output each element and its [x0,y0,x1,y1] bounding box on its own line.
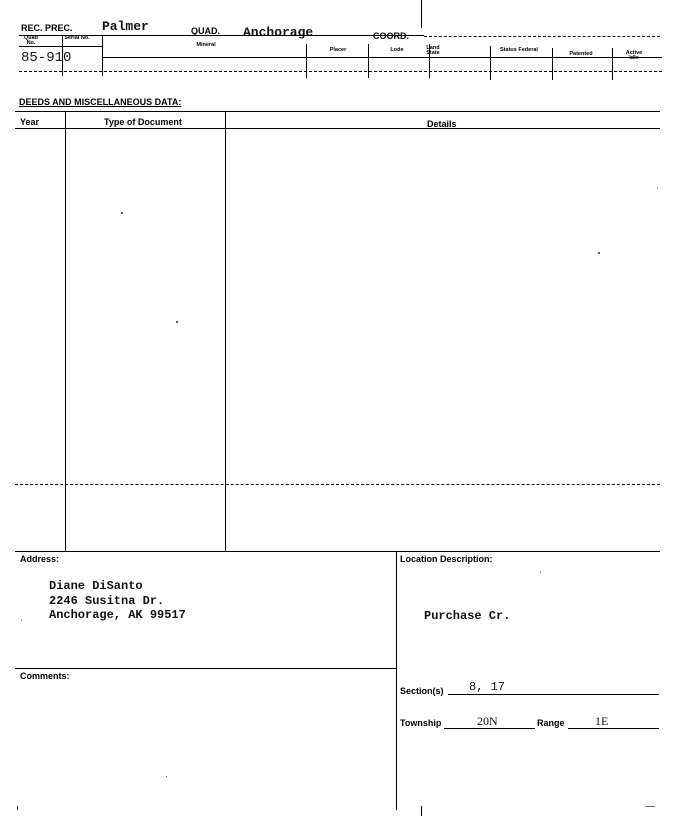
rec-prec-label: REC. PREC. [21,23,73,33]
col-land-state: Land State [426,45,440,56]
hdr-div-8 [612,48,613,80]
hdr-div-3 [306,44,307,78]
bottom-edge-mark [421,806,422,816]
col-serial-no: Serial No. [64,35,90,41]
township-label: Township [400,718,442,728]
header-mid-line [19,46,102,47]
scan-dot [121,212,123,214]
bottom-center-divider [396,551,397,810]
range-label: Range [537,718,565,728]
deeds-top-line [15,111,660,112]
col-patented: Patented [569,51,593,57]
scan-dot [598,252,600,254]
hdr-div-6 [490,46,491,80]
deeds-col-year: Year [20,117,40,127]
hdr-div-4 [368,44,369,78]
quad-no-value: 85-910 [21,50,72,66]
quad-label: QUAD. [191,26,220,36]
scan-dot [645,806,655,807]
col-placer: Placer [329,47,347,53]
location-value: Purchase Cr. [424,609,511,623]
address-line-2: 2246 Susitna Dr. [49,594,165,608]
location-label: Location Description: [400,554,493,564]
col-status-federal: Status Federal [500,47,538,53]
deeds-bottom-line [15,551,660,552]
header-col-underline [102,57,662,58]
section-value: 8, 17 [469,680,506,694]
col-mineral: Mineral [196,42,216,48]
range-value: 1E [595,714,609,728]
range-underline [568,728,659,729]
deeds-div-type [225,111,226,552]
hdr-div-5 [429,44,430,78]
scan-dot [176,321,178,323]
deeds-dashed-line [15,484,660,485]
hdr-div-7 [552,48,553,80]
col-quad-no: Quad No. [23,35,39,46]
address-line-3: Anchorage, AK 99517 [49,608,186,622]
quad-value: Anchorage [243,25,314,40]
col-active-idle: Active Idle [625,50,643,61]
deeds-header-underline [15,128,660,129]
hdr-div-2 [102,36,103,76]
section-label: Section(s) [400,686,444,696]
scan-dot [657,188,658,189]
scan-dot [17,806,18,810]
scan-dot [21,620,22,621]
deeds-section-title: DEEDS AND MISCELLANEOUS DATA: [19,97,182,107]
record-row-bottom-line [19,71,662,72]
scan-dot [166,776,167,777]
township-underline [444,728,535,729]
comments-label: Comments: [20,671,70,681]
section-underline [448,694,659,695]
top-edge-mark [421,0,422,28]
scan-dot [540,572,541,573]
col-lode: Lode [390,47,404,53]
address-comments-divider [15,668,396,669]
deeds-col-details: Details [427,119,457,129]
header-top-line-right [424,36,660,37]
coord-label: COORD. [373,31,409,41]
address-label: Address: [20,554,60,564]
rec-prec-value: Palmer [102,19,149,34]
deeds-div-year [65,111,66,552]
address-line-1: Diane DiSanto [49,579,143,593]
township-value: 20N [477,714,498,728]
deeds-col-type: Type of Document [104,117,182,127]
